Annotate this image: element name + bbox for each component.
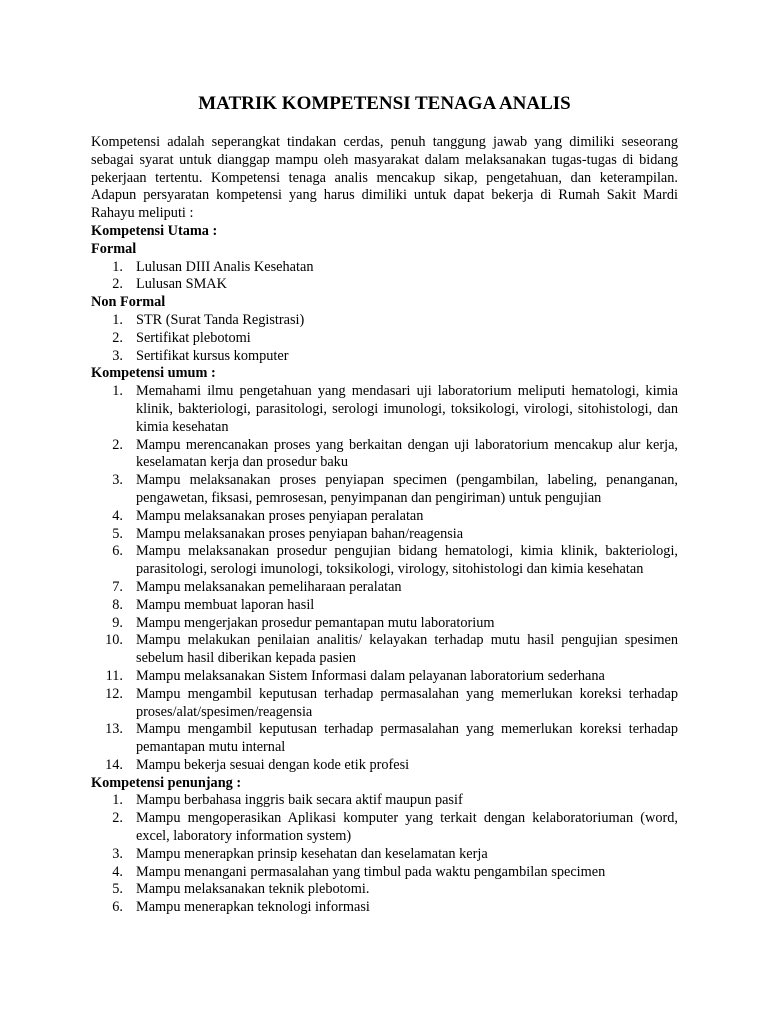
list-item bbox=[91, 792, 678, 810]
formal-list bbox=[91, 259, 678, 295]
list-item bbox=[91, 383, 678, 436]
kompetensi-utama-heading: Kompetensi Utama : bbox=[91, 222, 218, 239]
list-item bbox=[91, 330, 678, 348]
list-item-text: Memahami ilmu pengetahuan yang mendasari uji laboratorium meliputi hematologi, kimia klinik, bakteriologi, parasitologi, serologi imunologi, toksikologi, virologi, sitohistologi, dan kimia kesehatan bbox=[136, 383, 678, 435]
list-item bbox=[91, 846, 678, 864]
list-item-text: Mampu melaksanakan pemeliharaan peralatan bbox=[136, 578, 402, 595]
list-item bbox=[91, 472, 678, 508]
formal-heading: Formal bbox=[91, 240, 137, 257]
list-item-number: 1. bbox=[112, 311, 123, 328]
list-item-text: Mampu melaksanakan teknik plebotomi. bbox=[136, 881, 370, 898]
list-item-number: 11. bbox=[105, 667, 123, 684]
list-item-number: 2. bbox=[112, 276, 123, 293]
list-item-number: 2. bbox=[112, 329, 123, 346]
list-item-number: 14. bbox=[105, 756, 123, 773]
list-item bbox=[91, 757, 678, 775]
list-item bbox=[91, 259, 678, 277]
list-item-text: Mampu mengoperasikan Aplikasi komputer yang terkait dengan kelaboratoriuman (word, excel, laboratory information system) bbox=[136, 810, 678, 845]
list-item bbox=[91, 579, 678, 597]
list-item-number: 3. bbox=[112, 347, 123, 364]
list-item-text: STR (Surat Tanda Registrasi) bbox=[136, 311, 305, 328]
list-item-number: 5. bbox=[112, 525, 123, 542]
list-item-number: 1. bbox=[112, 383, 123, 400]
list-item-text: Mampu merencanakan proses yang berkaitan dengan uji laboratorium mencakup alur kerja, keselamatan kerja dan prosedur baku bbox=[136, 436, 678, 471]
list-item bbox=[91, 597, 678, 615]
list-item-number: 7. bbox=[112, 578, 123, 595]
list-item-text: Sertifikat kursus komputer bbox=[136, 347, 289, 364]
list-item-text: Mampu melaksanakan proses penyiapan specimen (pengambilan, labeling, penanganan, pengawetan, fiksasi, pemrosesan, penyimpanan dan pengiriman) untuk pengujian bbox=[136, 472, 678, 506]
non-formal-list bbox=[91, 312, 678, 365]
list-item bbox=[91, 810, 678, 846]
kompetensi-umum-heading: Kompetensi umum : bbox=[91, 365, 216, 382]
list-item bbox=[91, 615, 678, 633]
list-item-number: 12. bbox=[105, 685, 123, 702]
list-item bbox=[91, 276, 678, 294]
list-item-number: 9. bbox=[112, 614, 123, 631]
list-item bbox=[91, 348, 678, 366]
list-item-text: Mampu mengambil keputusan terhadap permasalahan yang memerlukan koreksi terhadap pemantapan mutu internal bbox=[136, 721, 678, 756]
list-item-number: 13. bbox=[105, 721, 123, 738]
list-item-text: Sertifikat plebotomi bbox=[136, 329, 251, 346]
intro-paragraph: Kompetensi adalah seperangkat tindakan cerdas, penuh tanggung jawab yang dimiliki seseorang sebagai syarat untuk dianggap mampu oleh masyarakat dalam melaksanakan tugas-tugas di bidang pekerjaan tertentu. Kompetensi tenaga analis mencakup sikap, pengetahuan, dan keterampilan. Adapun persyaratan kompetensi yang harus dimiliki untuk dapat bekerja di Rumah Sakit Mardi Rahayu meliputi : bbox=[91, 134, 678, 222]
list-item-text: Mampu melaksanakan prosedur pengujian bidang hematologi, kimia klinik, bakteriologi, parasitologi, serologi imunologi, toksikologi, virology, sitohistologi dan kimia kesehatan bbox=[136, 543, 678, 578]
list-item-number: 6. bbox=[112, 899, 123, 916]
list-item-text: Mampu menerapkan prinsip kesehatan dan keselamatan kerja bbox=[136, 845, 488, 862]
non-formal-heading: Non Formal bbox=[91, 294, 166, 311]
list-item-text: Mampu melaksanakan proses penyiapan bahan/reagensia bbox=[136, 525, 464, 542]
list-item bbox=[91, 526, 678, 544]
document-title: MATRIK KOMPETENSI TENAGA ANALIS bbox=[198, 93, 571, 114]
list-item-text: Mampu membuat laporan hasil bbox=[136, 596, 315, 613]
list-item-number: 1. bbox=[112, 792, 123, 809]
list-item-text: Mampu melakukan penilaian analitis/ kelayakan terhadap mutu hasil pengujian spesimen sebelum hasil diberikan kepada pasien bbox=[136, 632, 678, 667]
list-item-number: 4. bbox=[112, 863, 123, 880]
list-item-text: Mampu menerapkan teknologi informasi bbox=[136, 899, 370, 916]
list-item-number: 2. bbox=[112, 436, 123, 453]
document-page bbox=[91, 92, 678, 917]
list-item-number: 5. bbox=[112, 881, 123, 898]
list-item bbox=[91, 508, 678, 526]
list-item-text: Mampu melaksanakan Sistem Informasi dalam pelayanan laboratorium sederhana bbox=[136, 667, 605, 684]
list-item-text: Mampu berbahasa inggris baik secara aktif maupun pasif bbox=[136, 792, 463, 809]
list-item-text: Mampu mengerjakan prosedur pemantapan mutu laboratorium bbox=[136, 614, 495, 631]
list-item-text: Lulusan DIII Analis Kesehatan bbox=[136, 258, 314, 275]
kompetensi-penunjang-list bbox=[91, 792, 678, 917]
list-item bbox=[91, 437, 678, 473]
list-item-number: 4. bbox=[112, 507, 123, 524]
list-item bbox=[91, 721, 678, 757]
list-item-text: Mampu melaksanakan proses penyiapan peralatan bbox=[136, 507, 424, 524]
list-item bbox=[91, 312, 678, 330]
kompetensi-umum-list bbox=[91, 383, 678, 775]
list-item-number: 2. bbox=[112, 810, 123, 827]
list-item bbox=[91, 881, 678, 899]
list-item bbox=[91, 864, 678, 882]
list-item-number: 3. bbox=[112, 472, 123, 489]
list-item-text: Mampu bekerja sesuai dengan kode etik profesi bbox=[136, 756, 410, 773]
list-item bbox=[91, 668, 678, 686]
list-item bbox=[91, 686, 678, 722]
list-item-number: 3. bbox=[112, 845, 123, 862]
list-item-text: Mampu mengambil keputusan terhadap permasalahan yang memerlukan koreksi terhadap proses/alat/spesimen/reagensia bbox=[136, 685, 678, 720]
list-item bbox=[91, 632, 678, 668]
list-item-number: 10. bbox=[105, 632, 123, 649]
list-item bbox=[91, 543, 678, 579]
list-item-number: 6. bbox=[112, 543, 123, 560]
kompetensi-penunjang-heading: Kompetensi penunjang : bbox=[91, 774, 242, 791]
list-item-text: Mampu menangani permasalahan yang timbul pada waktu pengambilan specimen bbox=[136, 863, 606, 880]
list-item bbox=[91, 899, 678, 917]
list-item-text: Lulusan SMAK bbox=[136, 276, 227, 293]
list-item-number: 1. bbox=[112, 258, 123, 275]
list-item-number: 8. bbox=[112, 596, 123, 613]
